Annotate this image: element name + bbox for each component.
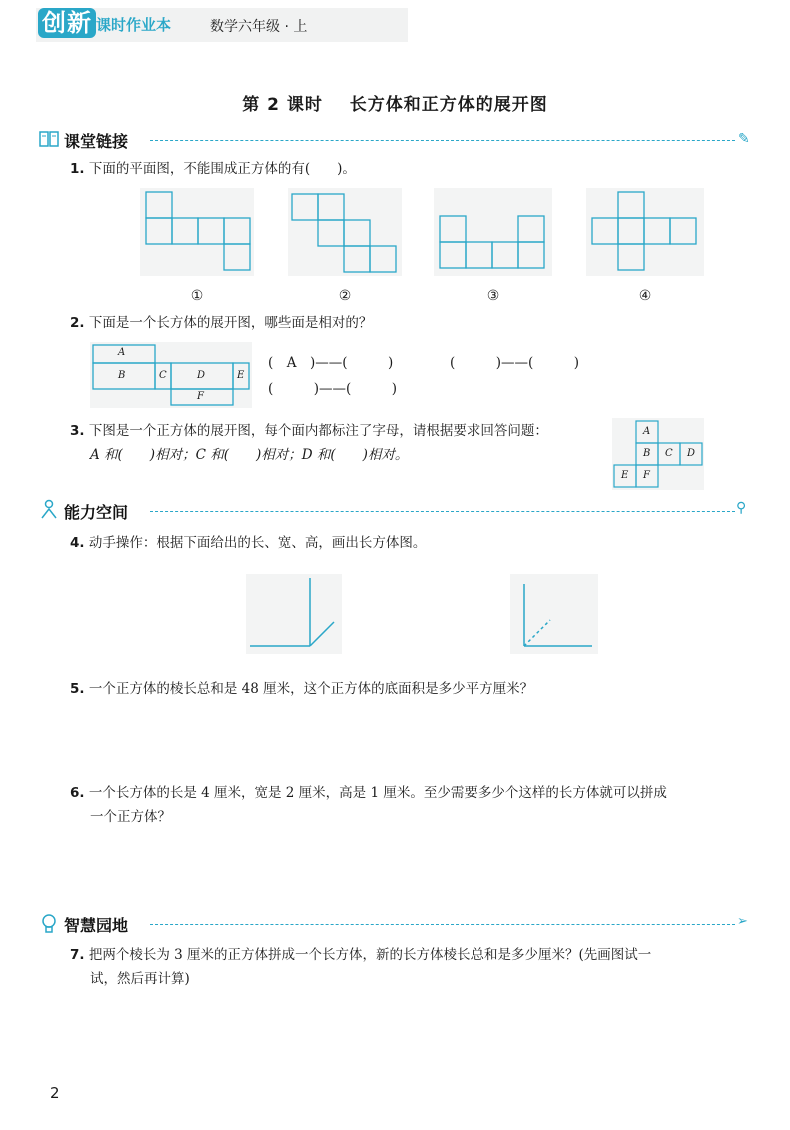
caption-1: ①	[190, 288, 204, 304]
section-divider-3	[150, 924, 735, 925]
face-label-e: E	[237, 370, 245, 381]
net-3	[434, 188, 552, 276]
face-label-b: B	[118, 370, 126, 381]
face-label-d: D	[197, 370, 206, 381]
question-4-number: 4.	[70, 535, 85, 551]
cube-face-b: B	[643, 448, 651, 459]
section-title-1: 课堂链接	[64, 132, 129, 151]
cube-net-labels	[612, 418, 704, 490]
question-7-number: 7.	[70, 947, 85, 963]
question-6-text-line2: 一个正方体？	[90, 809, 171, 825]
brand-logo: 创新	[38, 8, 96, 38]
section-figure-icon	[38, 498, 60, 520]
drawing-guide-1	[246, 574, 342, 654]
section-title-2: 能力空间	[64, 503, 129, 522]
question-1-text: 下面的平面图，不能围成正方体的有( )。	[88, 161, 356, 177]
magnifier-icon: ⚲	[736, 500, 747, 516]
question-5-text: 一个正方体的棱长总和是 48 厘米，这个正方体的底面积是多少平方厘米？	[88, 681, 534, 697]
section-bulb-icon	[38, 912, 60, 934]
question-7-text-line2: 试，然后再计算)	[90, 971, 190, 987]
question-2	[70, 312, 372, 334]
face-label-f: F	[197, 391, 204, 402]
net-4	[586, 188, 704, 276]
pair-1: ( A )——( )	[268, 355, 394, 371]
pair-3: ( )——( )	[268, 381, 398, 397]
question-2-text: 下面是一个长方体的展开图，哪些面是相对的？	[88, 315, 373, 331]
caption-2: ②	[338, 288, 352, 304]
caption-4: ④	[638, 288, 652, 304]
question-6	[70, 782, 667, 804]
paper-plane-icon: ➢	[737, 914, 748, 929]
cube-face-e: E	[621, 470, 629, 481]
question-3-number: 3.	[70, 423, 85, 439]
lesson-name: 长方体和正方体的展开图	[349, 95, 548, 115]
face-label-c: C	[159, 370, 167, 381]
cube-face-f: F	[643, 470, 650, 481]
cuboid-net-labels	[90, 342, 252, 408]
question-4	[70, 532, 426, 554]
question-5-number: 5.	[70, 681, 85, 697]
question-1-number: 1.	[70, 161, 85, 177]
question-4-text: 动手操作：根据下面给出的长、宽、高，画出长方体图。	[88, 535, 427, 551]
section-divider-2	[150, 511, 735, 512]
question-6-number: 6.	[70, 785, 85, 801]
question-5	[70, 678, 533, 700]
caption-3: ③	[486, 288, 500, 304]
page-number: 2	[50, 1084, 60, 1102]
question-1	[70, 158, 356, 180]
net-1	[140, 188, 254, 276]
question-3	[70, 420, 548, 442]
question-2-number: 2.	[70, 315, 85, 331]
section-title-3: 智慧园地	[64, 916, 129, 935]
brand-subtitle: 课时作业本	[96, 16, 172, 34]
question-7	[70, 944, 651, 966]
net-2	[288, 188, 402, 276]
question-3-answer-line: A 和( )相对；C 和( )相对；D 和( )相对。	[90, 447, 409, 463]
face-label-a: A	[118, 347, 126, 358]
question-3-text: 下图是一个正方体的展开图，每个面内都标注了字母，请根据要求回答问题：	[88, 423, 548, 439]
section-divider-1	[150, 140, 735, 141]
cube-face-c: C	[665, 448, 673, 459]
drawing-guide-2	[510, 574, 598, 654]
question-6-text-line1: 一个长方体的长是 4 厘米，宽是 2 厘米，高是 1 厘米。至少需要多少个这样的长方体就可以拼成	[88, 785, 667, 801]
section-book-icon	[38, 128, 60, 150]
cube-face-a: A	[643, 426, 651, 437]
question-7-text-line1: 把两个棱长为 3 厘米的正方体拼成一个长方体，新的长方体棱长总和是多少厘米？(先画图试一	[88, 947, 652, 963]
lesson-title	[0, 90, 790, 115]
lesson-number: 第 2 课时	[242, 95, 323, 115]
pair-2: ( )——( )	[450, 355, 580, 371]
grade-label: 数学六年级 · 上	[210, 19, 308, 35]
pencil-icon: ✎	[738, 131, 750, 147]
cube-face-d: D	[687, 448, 696, 459]
